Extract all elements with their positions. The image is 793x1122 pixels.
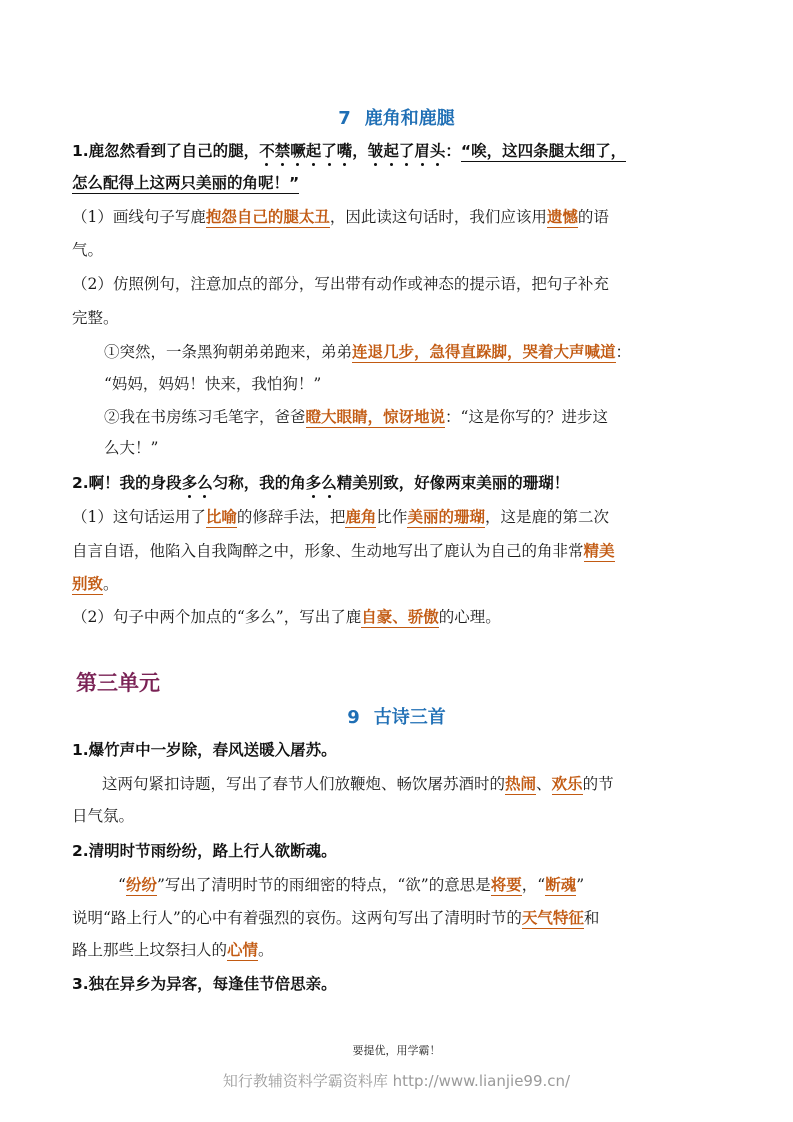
q2-sub1-line-3: 别致。 — [72, 574, 119, 593]
example-1-line-2: “妈妈，妈妈！快来，我怕狗！” — [104, 375, 322, 393]
q2-sub1-line-1: （1）这句话运用了比喻的修辞手法，把鹿角比作美丽的珊瑚，这是鹿的第二次 — [72, 507, 609, 526]
answer-blank: 抱怨自己的腿太丑 — [205, 207, 330, 226]
answer-blank: 别致 — [72, 574, 104, 593]
underlined-quote: “唉，这四条腿太细了， — [460, 142, 627, 160]
q1-sub2-line-2: 完整。 — [72, 309, 119, 327]
answer-blank: 美丽的珊瑚 — [407, 507, 485, 526]
example-2-line-1: ②我在书房练习毛笔字，爸爸瞪大眼睛，惊讶地说：“这是你写的？进步这 — [104, 407, 608, 426]
lesson-name: 古诗三首 — [373, 707, 446, 728]
unit-title: 第三单元 — [76, 671, 160, 695]
poem-q2-explanation-line-2: 说明“路上行人”的心中有着强烈的哀伤。这两句写出了清明时节的天气特征和 — [72, 908, 600, 927]
answer-blank: 鹿角 — [345, 507, 377, 526]
q1-sub2-line-1: （2）仿照例句，注意加点的部分，写出带有动作或神态的提示语，把句子补充 — [72, 275, 609, 293]
question-1-line-1: 1.鹿忽然看到了自己的腿，不禁噘起了嘴，皱起了眉头：“唉，这四条腿太细了， — [72, 142, 627, 160]
lesson-9-title — [0, 703, 793, 729]
answer-blank: 将要 — [490, 875, 522, 894]
poem-q2-explanation-line-1: “纷纷”写出了清明时节的雨细密的特点，“欲”的意思是将要，“断魂” — [118, 875, 585, 894]
lesson-name: 鹿角和鹿腿 — [364, 108, 455, 129]
answer-blank: 遗憾 — [546, 207, 578, 226]
answer-blank: 连退几步，急得直跺脚，哭着大声喊道 — [352, 342, 616, 361]
poem-q2-explanation-line-3: 路上那些上坟祭扫人的心情。 — [72, 940, 274, 959]
poem-q1-explanation-line-1: 这两句紧扣诗题，写出了春节人们放鞭炮、畅饮屠苏酒时的热闹、欢乐的节 — [102, 774, 614, 793]
example-1-line-1: ①突然，一条黑狗朝弟弟跑来，弟弟连退几步，急得直跺脚，哭着大声喊道： — [104, 342, 632, 361]
answer-blank: 天气特征 — [521, 908, 584, 927]
answer-blank: 热闹 — [505, 774, 537, 793]
answer-blank: 欢乐 — [551, 774, 583, 793]
lesson-number: 7 — [338, 108, 351, 129]
example-2-line-2: 么大！” — [104, 439, 159, 457]
answer-blank: 断魂 — [545, 875, 577, 894]
lesson-number: 9 — [347, 707, 360, 728]
poem-question-3: 3.独在异乡为异客，每逢佳节倍思亲。 — [72, 975, 337, 993]
question-2: 2.啊！我的身段多么匀称，我的角多么精美别致，好像两束美丽的珊瑚！ — [72, 474, 570, 492]
answer-blank: 比喻 — [205, 507, 237, 526]
answer-blank: 精美 — [583, 541, 615, 560]
answer-blank: 心情 — [227, 940, 259, 959]
answer-blank: 瞪大眼睛，惊讶地说 — [305, 407, 446, 426]
underlined-quote: 怎么配得上这两只美丽的角呢！” — [72, 174, 300, 192]
q2-sub2: （2）句子中两个加点的“多么”，写出了鹿自豪、骄傲的心理。 — [72, 607, 501, 626]
footer-source-link[interactable]: 知行教辅资料学霸资料库 http://www.lianjie99.cn/ — [222, 1072, 571, 1090]
q1-sub1-line-2: 气。 — [72, 241, 104, 259]
poem-q1-explanation-line-2: 日气氛。 — [72, 807, 135, 825]
lesson-7-title — [0, 104, 793, 130]
answer-blank: 纷纷 — [125, 875, 157, 894]
footer-slogan: 要提优，用学霸！ — [352, 1044, 441, 1057]
poem-question-2: 2.清明时节雨纷纷，路上行人欲断魂。 — [72, 842, 337, 860]
q2-sub1-line-2: 自言自语，他陷入自我陶醉之中，形象、生动地写出了鹿认为自己的角非常精美 — [72, 541, 615, 560]
answer-blank: 自豪、骄傲 — [361, 607, 439, 626]
question-1-line-2 — [72, 173, 732, 193]
q1-sub1-line-1: （1）画线句子写鹿抱怨自己的腿太丑，因此读这句话时，我们应该用遗憾的语 — [72, 207, 609, 226]
poem-question-1: 1.爆竹声中一岁除，春风送暖入屠苏。 — [72, 741, 337, 759]
